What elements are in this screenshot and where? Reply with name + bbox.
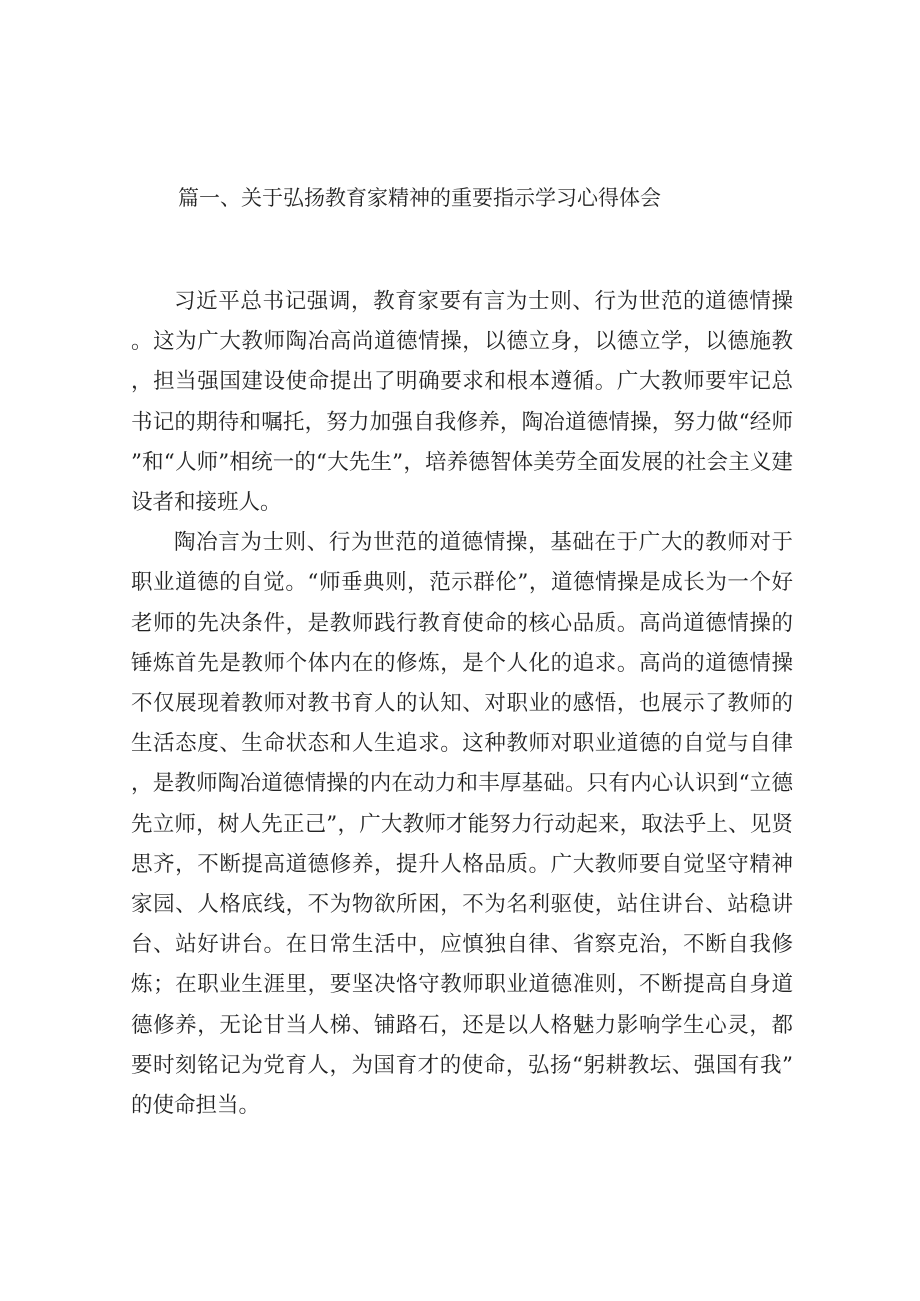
document-body	[131, 282, 793, 1126]
paragraph-2: 陶冶言为士则、行为世范的道德情操，基础在于广大的教师对于职业道德的自觉。“师垂典则，范示群伦”，道德情操是成长为一个好老师的先决条件，是教师践行教育使命的核心品质。高尚道德情操的锤炼首先是教师个体内在的修炼，是个人化的追求。高尚的道德情操不仅展现着教师对教书育人的认知、对职业的感悟，也展示了教师的生活态度、生命状态和人生追求。这种教师对职业道德的自觉与自律，是教师陶冶道德情操的内在动力和丰厚基础。只有内心认识到“立德先立师，树人先正己”，广大教师才能努力行动起来，取法乎上、见贤思齐，不断提高道德修养，提升人格品质。广大教师要自觉坚守精神家园、人格底线，不为物欲所困，不为名利驱使，站住讲台、站稳讲台、站好讲台。在日常生活中，应慎独自律、省察克治，不断自我修炼；在职业生涯里，要坚决恪守教师职业道德准则，不断提高自身道德修养，无论甘当人梯、铺路石，还是以人格魅力影响学生心灵，都要时刻铭记为党育人，为国育才的使命，弘扬“躬耕教坛、强国有我”的使命担当。	[131, 530, 793, 1119]
paragraph-1: 习近平总书记强调，教育家要有言为士则、行为世范的道德情操。这为广大教师陶冶高尚道德情操，以德立身，以德立学，以德施教，担当强国建设使命提出了明确要求和根本遵循。广大教师要牢记总书记的期待和嘱托，努力加强自我修养，陶冶道德情操，努力做“经师”和“人师”相统一的“大先生”，培养德智体美劳全面发展的社会主义建设者和接班人。	[131, 289, 793, 516]
document-title: 篇一、关于弘扬教育家精神的重要指示学习心得体会	[178, 186, 661, 210]
